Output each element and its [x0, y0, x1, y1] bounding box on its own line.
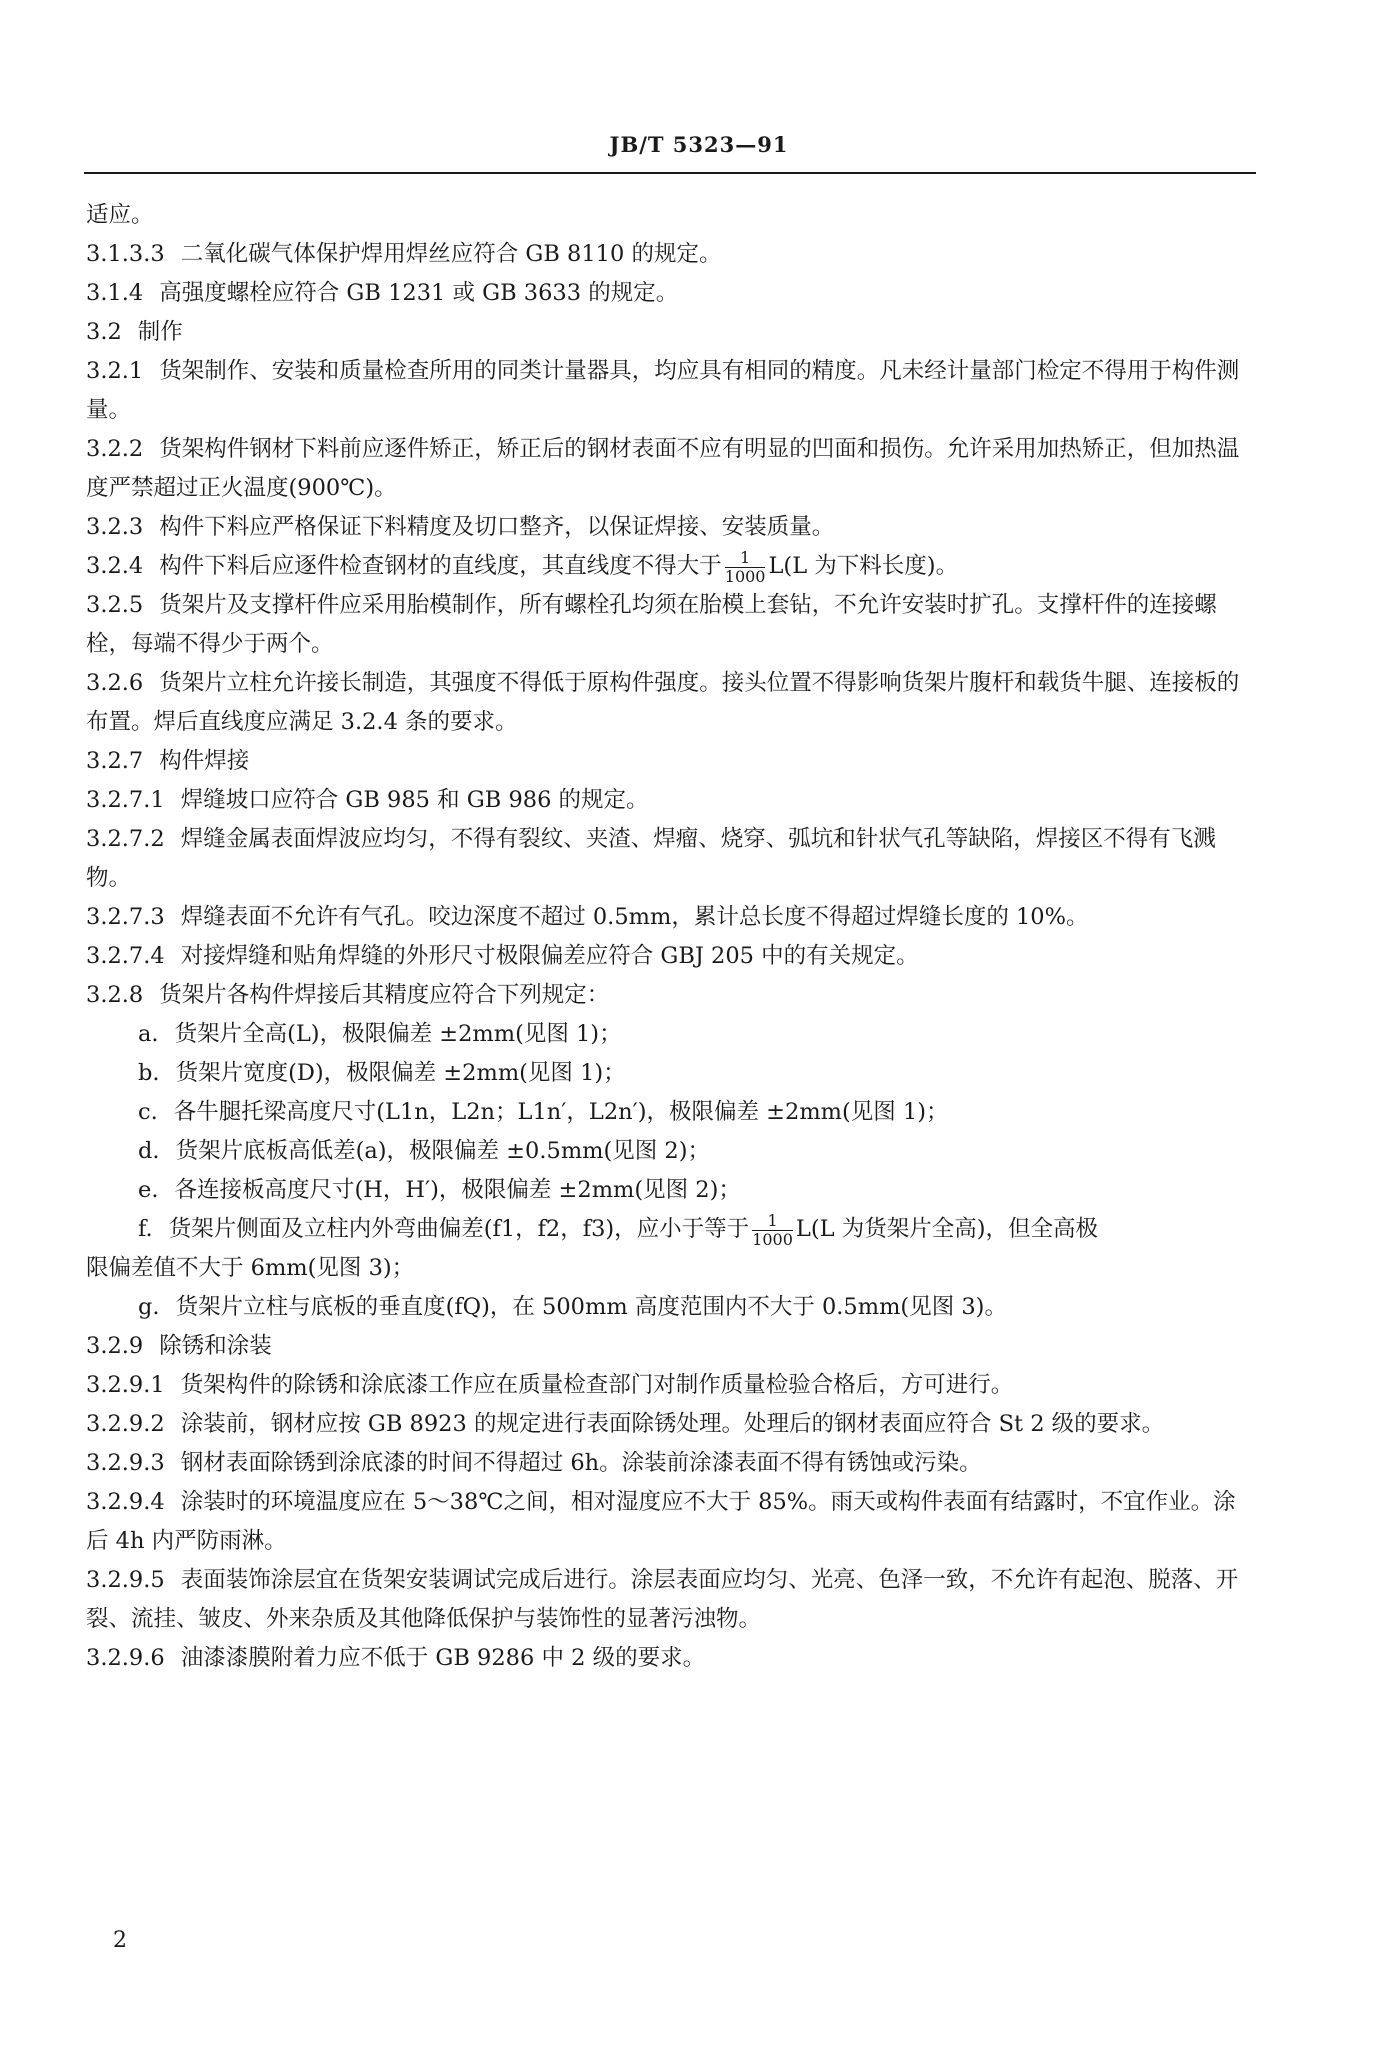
clause-3-2-7-2 [86, 820, 1256, 898]
clause-number: 3.2.9.3 [86, 1450, 165, 1476]
clause-text: 构件下料后应逐件检查钢材的直线度，其直线度不得大于 [159, 553, 722, 579]
list-text: 货架片立柱与底板的垂直度(fQ)，在 500mm 高度范围内不大于 0.5mm(见图 3)。 [175, 1294, 1007, 1320]
clause-3-1-3-3 [86, 235, 1256, 274]
clause-number: 3.1.3.3 [86, 241, 165, 267]
standard-code-header: JB/T 5323—91 [609, 132, 789, 157]
clause-3-2-9-4 [86, 1483, 1256, 1561]
clause-text: 高强度螺栓应符合 GB 1231 或 GB 3633 的规定。 [159, 280, 679, 306]
clause-3-2-6 [86, 664, 1256, 742]
clause-title: 构件焊接 [159, 748, 250, 774]
clause-number: 3.1.4 [86, 280, 144, 306]
page-number: 2 [113, 1928, 127, 1953]
clause-number: 3.2.5 [86, 592, 144, 618]
fraction [725, 549, 766, 586]
list-text: 各牛腿托梁高度尺寸(L1n，L2n；L1n′，L2n′)，极限偏差 ±2mm(见图 1)； [173, 1099, 949, 1125]
clause-3-2-9-3 [86, 1444, 1256, 1483]
list-item-a [86, 1015, 1256, 1054]
clause-3-2-1 [86, 352, 1256, 430]
fraction-numerator: 1 [752, 1212, 793, 1231]
list-item-c [86, 1093, 1256, 1132]
clause-text: 焊缝表面不允许有气孔。咬边深度不超过 0.5mm，累计总长度不得超过焊缝长度的 10%。 [180, 904, 1089, 930]
clause-3-2-9 [86, 1327, 1256, 1366]
clause-number: 3.2.7.1 [86, 787, 165, 813]
clause-title: 除锈和涂装 [159, 1333, 272, 1359]
clause-number: 3.2.9.4 [86, 1489, 165, 1515]
clause-3-2-2 [86, 430, 1256, 508]
list-text: 货架片宽度(D)，极限偏差 ±2mm(见图 1)； [175, 1060, 626, 1086]
list-text: 各连接板高度尺寸(H，H′)，极限偏差 ±2mm(见图 2)； [174, 1177, 741, 1203]
clause-number: 3.2.8 [86, 982, 144, 1008]
list-text: 货架片底板高低差(a)，极限偏差 ±0.5mm(见图 2)； [175, 1138, 711, 1164]
clause-text: 货架构件钢材下料前应逐件矫正，矫正后的钢材表面不应有明显的凹面和损伤。允许采用加热矫正，但加热温度严禁超过正火温度(900℃)。 [86, 436, 1240, 501]
clause-3-2-4 [86, 547, 1256, 586]
clause-text: 钢材表面除锈到涂底漆的时间不得超过 6h。涂装前涂漆表面不得有锈蚀或污染。 [180, 1450, 982, 1476]
list-marker: f. [138, 1216, 153, 1242]
clause-text: 涂装前，钢材应按 GB 8923 的规定进行表面除锈处理。处理后的钢材表面应符合 St 2 级的要求。 [180, 1411, 1165, 1437]
clause-number: 3.2.9.5 [86, 1567, 165, 1593]
section-title: 制作 [137, 319, 183, 345]
clause-3-2-9-5 [86, 1561, 1256, 1639]
list-marker: c. [138, 1099, 158, 1125]
clause-3-2-9-6 [86, 1639, 1256, 1678]
list-item-f-continuation: 限偏差值不大于 6mm(见图 3)； [86, 1255, 415, 1281]
clause-number: 3.2.9.1 [86, 1372, 165, 1398]
clause-text: 涂装时的环境温度应在 5～38℃之间，相对湿度应不大于 85%。雨天或构件表面有结露时，不宜作业。涂后 4h 内严防雨淋。 [86, 1489, 1236, 1554]
clause-number: 3.2.7.2 [86, 826, 165, 852]
list-item-g [86, 1288, 1256, 1327]
list-marker: g. [138, 1294, 160, 1320]
clause-text: 油漆漆膜附着力应不低于 GB 9286 中 2 级的要求。 [180, 1645, 706, 1671]
list-marker: a. [138, 1021, 159, 1047]
clause-text: 货架片及支撑杆件应采用胎模制作，所有螺栓孔均须在胎模上套钻，不允许安装时扩孔。支撑杆件的连接螺栓，每端不得少于两个。 [86, 592, 1217, 657]
clause-text: 二氧化碳气体保护焊用焊丝应符合 GB 8110 的规定。 [180, 241, 722, 267]
clause-number: 3.2.9 [86, 1333, 144, 1359]
fraction [752, 1212, 793, 1249]
list-text-tail: L(L 为货架片全高)，但全高极 [795, 1216, 1098, 1242]
fraction-denominator: 1000 [752, 1229, 793, 1249]
clause-3-2-7-1 [86, 781, 1256, 820]
clause-number: 3.2 [86, 319, 122, 345]
clause-3-2-7-4 [86, 937, 1256, 976]
list-item-b [86, 1054, 1256, 1093]
clause-3-1-4 [86, 274, 1256, 313]
clause-number: 3.2.7 [86, 748, 144, 774]
list-marker: e. [138, 1177, 159, 1203]
clause-text: 构件下料应严格保证下料精度及切口整齐，以保证焊接、安装质量。 [159, 514, 835, 540]
clause-text: 货架片各构件焊接后其精度应符合下列规定： [159, 982, 610, 1008]
list-text: 货架片侧面及立柱内外弯曲偏差(f1，f2，f3)，应小于等于 [168, 1216, 750, 1242]
clause-number: 3.2.4 [86, 553, 144, 579]
clause-number: 3.2.9.2 [86, 1411, 165, 1437]
clause-number: 3.2.3 [86, 514, 144, 540]
header-rule [84, 172, 1256, 174]
list-text: 货架片全高(L)，极限偏差 ±2mm(见图 1)； [174, 1021, 622, 1047]
clause-number: 3.2.9.6 [86, 1645, 165, 1671]
clause-number: 3.2.6 [86, 670, 144, 696]
clause-3-2-7-3 [86, 898, 1256, 937]
clause-text: 表面装饰涂层宜在货架安装调试完成后进行。涂层表面应均匀、光亮、色泽一致，不允许有起泡、脱落、开裂、流挂、皱皮、外来杂质及其他降低保护与装饰性的显著污浊物。 [86, 1567, 1239, 1632]
document-body [86, 196, 1256, 1678]
clause-3-2-8 [86, 976, 1256, 1015]
clause-3-2-7 [86, 742, 1256, 781]
clause-text-tail: L(L 为下料长度)。 [768, 553, 959, 579]
paragraph-continuation: 适应。 [86, 202, 154, 228]
clause-number: 3.2.7.3 [86, 904, 165, 930]
fraction-numerator: 1 [725, 549, 766, 568]
list-item-d [86, 1132, 1256, 1171]
list-item-e [86, 1171, 1256, 1210]
clause-3-2-9-2 [86, 1405, 1256, 1444]
clause-text: 对接焊缝和贴角焊缝的外形尺寸极限偏差应符合 GBJ 205 中的有关规定。 [180, 943, 919, 969]
clause-text: 焊缝金属表面焊波应均匀，不得有裂纹、夹渣、焊瘤、烧穿、弧坑和针状气孔等缺陷，焊接区不得有飞溅物。 [86, 826, 1216, 891]
list-marker: d. [138, 1138, 160, 1164]
clause-3-2-3 [86, 508, 1256, 547]
list-marker: b. [138, 1060, 160, 1086]
section-3-2-heading [86, 313, 1256, 352]
clause-text: 焊缝坡口应符合 GB 985 和 GB 986 的规定。 [180, 787, 649, 813]
clause-text: 货架片立柱允许接长制造，其强度不得低于原构件强度。接头位置不得影响货架片腹杆和载货牛腿、连接板的布置。焊后直线度应满足 3.2.4 条的要求。 [86, 670, 1240, 735]
list-item-f [86, 1210, 1256, 1249]
clause-number: 3.2.7.4 [86, 943, 165, 969]
clause-number: 3.2.2 [86, 436, 144, 462]
clause-3-2-9-1 [86, 1366, 1256, 1405]
clause-text: 货架构件的除锈和涂底漆工作应在质量检查部门对制作质量检验合格后，方可进行。 [180, 1372, 1014, 1398]
clause-3-2-5 [86, 586, 1256, 664]
fraction-denominator: 1000 [724, 566, 766, 586]
clause-number: 3.2.1 [86, 358, 144, 384]
clause-text: 货架制作、安装和质量检查所用的同类计量器具，均应具有相同的精度。凡未经计量部门检定不得用于构件测量。 [86, 358, 1240, 423]
